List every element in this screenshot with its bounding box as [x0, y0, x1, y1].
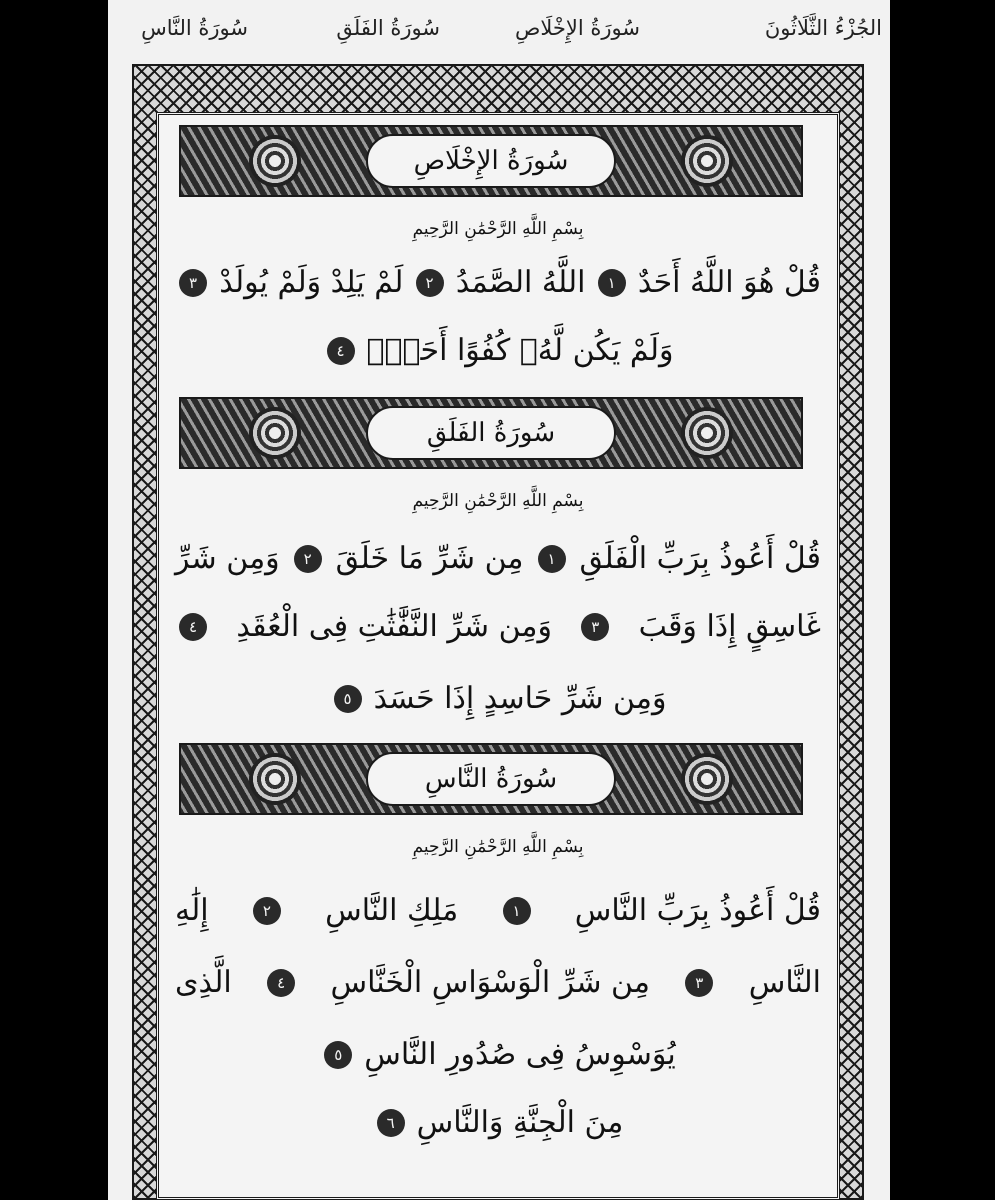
surah-title: سُورَةُ الإِخْلَاصِ [366, 134, 616, 188]
verse-number-marker: ١ [538, 545, 566, 573]
surah-header [179, 125, 803, 197]
verse-number-marker: ١ [503, 897, 531, 925]
verse-text: وَمِن شَرِّ النَّفَّٰثَٰتِ فِى الْعُقَدِ [236, 609, 552, 644]
verse-number-marker: ٣ [179, 269, 207, 297]
header-surah-ikhlas: سُورَةُ الإِخْلَاصِ [515, 16, 640, 40]
rosette-ornament-icon [681, 407, 733, 459]
verse-number-marker: ٢ [253, 897, 281, 925]
verse-line [175, 681, 821, 716]
surah-title: سُورَةُ الفَلَقِ [366, 406, 616, 460]
verse-line [175, 609, 821, 644]
verse-number-marker: ٢ [294, 545, 322, 573]
rosette-ornament-icon [249, 407, 301, 459]
verse-line [175, 333, 821, 368]
verse-text: لَمْ يَلِدْ وَلَمْ يُولَدْ [219, 265, 404, 300]
verse-number-marker: ٣ [685, 969, 713, 997]
rosette-ornament-icon [681, 753, 733, 805]
page-content [159, 115, 837, 1197]
mushaf-page [108, 0, 890, 1200]
verse-text: قُلْ أَعُوذُ بِرَبِّ الْفَلَقِ [579, 541, 821, 576]
verse-text: اللَّهُ الصَّمَدُ [455, 265, 586, 300]
rosette-ornament-icon [249, 135, 301, 187]
surah-header [179, 743, 803, 815]
verse-text: مَلِكِ النَّاسِ [325, 893, 459, 928]
verse-line [175, 1105, 821, 1140]
juz-label: الجُزْءُ الثَّلَاثُونَ [764, 16, 882, 40]
basmala: بِسْمِ اللَّهِ الرَّحْمَٰنِ الرَّحِيمِ [412, 491, 584, 511]
surah-header [179, 397, 803, 469]
verse-text: مِن شَرِّ الْوَسْوَاسِ الْخَنَّاسِ [330, 965, 650, 1000]
verse-text: إِلَٰهِ [175, 893, 209, 928]
verse-text: مِنَ الْجِنَّةِ وَالنَّاسِ [416, 1105, 624, 1140]
verse-text: النَّاسِ [748, 965, 821, 1000]
verse-number-marker: ٢ [416, 269, 444, 297]
verse-line [175, 893, 821, 928]
verse-line [175, 1037, 821, 1072]
basmala: بِسْمِ اللَّهِ الرَّحْمَٰنِ الرَّحِيمِ [412, 837, 584, 857]
verse-text: قُلْ أَعُوذُ بِرَبِّ النَّاسِ [574, 893, 821, 928]
verse-number-marker: ٤ [267, 969, 295, 997]
verse-text: قُلْ هُوَ اللَّهُ أَحَدٌ [637, 265, 821, 300]
verse-line [175, 965, 821, 1000]
verse-text: وَلَمْ يَكُن لَّهُۥ كُفُوًا أَحَدٌۢ [366, 333, 674, 368]
verse-number-marker: ٦ [377, 1109, 405, 1137]
verse-text: وَمِن شَرِّ [175, 541, 280, 576]
verse-number-marker: ١ [598, 269, 626, 297]
header-surah-nas: سُورَةُ النَّاسِ [141, 16, 248, 40]
verse-line [175, 265, 821, 300]
verse-text: غَاسِقٍ إِذَا وَقَبَ [638, 609, 821, 644]
verse-text: وَمِن شَرِّ حَاسِدٍ إِذَا حَسَدَ [373, 681, 667, 716]
verse-text: مِن شَرِّ مَا خَلَقَ [335, 541, 524, 576]
verse-line [175, 541, 821, 576]
verse-text: يُوَسْوِسُ فِى صُدُورِ النَّاسِ [364, 1037, 676, 1072]
text-frame [156, 112, 840, 1200]
verse-number-marker: ٤ [327, 337, 355, 365]
verse-text: الَّذِى [175, 965, 232, 1000]
header-surah-falaq: سُورَةُ الفَلَقِ [336, 16, 440, 40]
verse-number-marker: ٤ [179, 613, 207, 641]
basmala: بِسْمِ اللَّهِ الرَّحْمَٰنِ الرَّحِيمِ [412, 219, 584, 239]
rosette-ornament-icon [681, 135, 733, 187]
surah-title: سُورَةُ النَّاسِ [366, 752, 616, 806]
verse-number-marker: ٣ [581, 613, 609, 641]
rosette-ornament-icon [249, 753, 301, 805]
verse-number-marker: ٥ [324, 1041, 352, 1069]
page-header [108, 10, 890, 56]
verse-number-marker: ٥ [334, 685, 362, 713]
